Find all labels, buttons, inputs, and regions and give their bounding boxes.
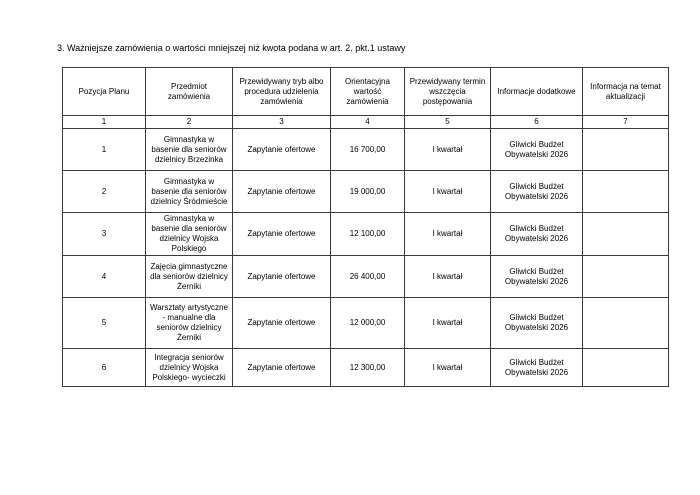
cell-dodatkowe: Gliwicki Budżet Obywatelski 2026 [491, 129, 583, 171]
cell-pozycja: 6 [63, 349, 146, 387]
cell-wartosc: 12 100,00 [331, 213, 405, 256]
cell-przedmiot: Integracja seniorów dzielnicy Wojska Polskiego- wycieczki [146, 349, 233, 387]
cell-wartosc: 19 000,00 [331, 171, 405, 213]
cell-termin: I kwartał [405, 349, 491, 387]
cell-aktualizacja [583, 349, 669, 387]
col-number: 5 [405, 116, 491, 129]
cell-aktualizacja [583, 298, 669, 349]
col-number: 6 [491, 116, 583, 129]
cell-przedmiot: Zajęcia gimnastyczne dla seniorów dzielnicy Żerniki [146, 256, 233, 298]
cell-dodatkowe: Gliwicki Budżet Obywatelski 2026 [491, 349, 583, 387]
cell-termin: I kwartał [405, 171, 491, 213]
table-row [63, 349, 669, 387]
table-row [63, 171, 669, 213]
col-header-informacje-dodatkowe: Informacje dodatkowe [491, 68, 583, 116]
cell-aktualizacja [583, 129, 669, 171]
cell-tryb: Zapytanie ofertowe [233, 213, 331, 256]
cell-tryb: Zapytanie ofertowe [233, 298, 331, 349]
col-number: 4 [331, 116, 405, 129]
cell-aktualizacja [583, 213, 669, 256]
cell-tryb: Zapytanie ofertowe [233, 171, 331, 213]
cell-dodatkowe: Gliwicki Budżet Obywatelski 2026 [491, 298, 583, 349]
cell-termin: I kwartał [405, 213, 491, 256]
table-row [63, 256, 669, 298]
column-numbers-row [63, 116, 669, 129]
col-header-tryb-procedura: Przewidywany tryb albo procedura udzielenia zamówienia [233, 68, 331, 116]
cell-pozycja: 4 [63, 256, 146, 298]
cell-dodatkowe: Gliwicki Budżet Obywatelski 2026 [491, 213, 583, 256]
col-number: 2 [146, 116, 233, 129]
col-header-termin-wszczecia: Przewidywany termin wszczęcia postępowania [405, 68, 491, 116]
cell-tryb: Zapytanie ofertowe [233, 256, 331, 298]
cell-pozycja: 3 [63, 213, 146, 256]
cell-pozycja: 2 [63, 171, 146, 213]
cell-dodatkowe: Gliwicki Budżet Obywatelski 2026 [491, 256, 583, 298]
cell-przedmiot: Gimnastyka w basenie dla seniorów dzielnicy Wojska Polskiego [146, 213, 233, 256]
cell-tryb: Zapytanie ofertowe [233, 349, 331, 387]
cell-aktualizacja [583, 256, 669, 298]
cell-pozycja: 5 [63, 298, 146, 349]
table-row [63, 213, 669, 256]
cell-dodatkowe: Gliwicki Budżet Obywatelski 2026 [491, 171, 583, 213]
table-row [63, 298, 669, 349]
col-number: 7 [583, 116, 669, 129]
cell-pozycja: 1 [63, 129, 146, 171]
cell-termin: I kwartał [405, 256, 491, 298]
section-title: 3. Ważniejsze zamówienia o wartości mniejszej niż kwota podana w art. 2. pkt.1 ustawy [57, 43, 406, 53]
table-row [63, 129, 669, 171]
col-header-informacja-aktualizacji: Informacja na temat aktualizacji [583, 68, 669, 116]
col-number: 1 [63, 116, 146, 129]
cell-tryb: Zapytanie ofertowe [233, 129, 331, 171]
cell-przedmiot: Gimnastyka w basenie dla seniorów dzielnicy Śródmieście [146, 171, 233, 213]
cell-termin: I kwartał [405, 129, 491, 171]
col-header-pozycja-planu: Pozycja Planu [63, 68, 146, 116]
procurement-plan-table [62, 67, 669, 387]
cell-przedmiot: Warsztaty artystyczne - manualne dla seniorów dzielnicy Żerniki [146, 298, 233, 349]
cell-wartosc: 12 300,00 [331, 349, 405, 387]
cell-wartosc: 26 400,00 [331, 256, 405, 298]
cell-przedmiot: Gimnastyka w basenie dla seniorów dzielnicy Brzezinka [146, 129, 233, 171]
col-header-wartosc-zamowienia: Orientacyjna wartość zamówienia [331, 68, 405, 116]
cell-aktualizacja [583, 171, 669, 213]
col-number: 3 [233, 116, 331, 129]
col-header-przedmiot-zamowienia: Przedmiot zamówienia [146, 68, 233, 116]
cell-termin: I kwartał [405, 298, 491, 349]
cell-wartosc: 12 000,00 [331, 298, 405, 349]
table-header-row [63, 68, 669, 116]
cell-wartosc: 16 700,00 [331, 129, 405, 171]
